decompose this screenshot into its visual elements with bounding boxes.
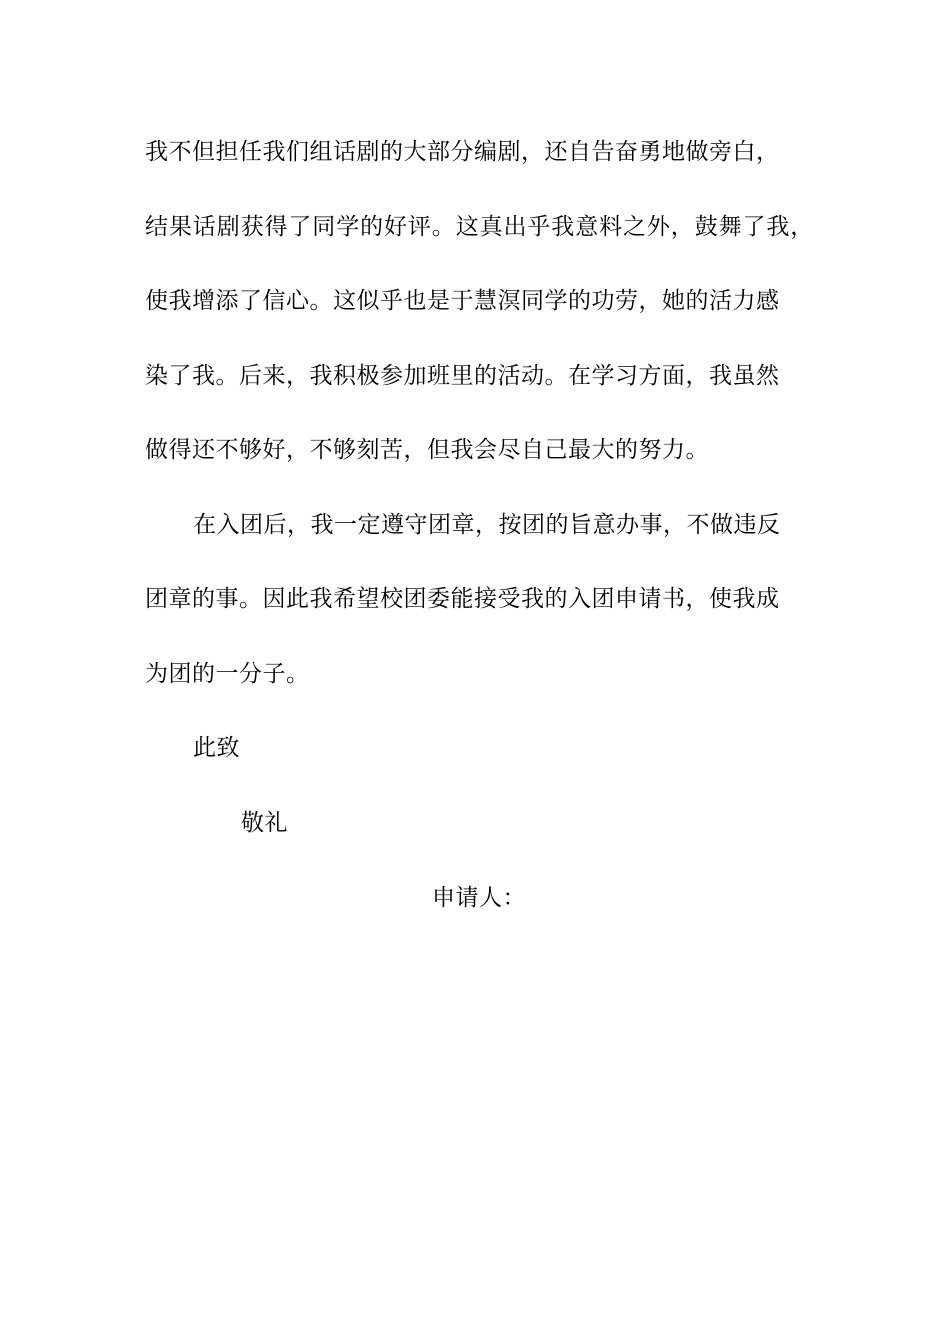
body-line-2: 结果话剧获得了同学的好评。这真出乎我意料之外，鼓舞了我， — [145, 214, 815, 240]
body-line-3: 使我增添了信心。这似乎也是于慧溟同学的功劳，她的活力感 — [145, 288, 780, 314]
signature-label: 申请人： — [432, 885, 526, 911]
body-line-1: 我不但担任我们组话剧的大部分编剧，还自告奋勇地做旁白， — [145, 139, 780, 165]
salutation: 敬礼 — [241, 810, 288, 836]
body-line-6: 在入团后，我一定遵守团章，按团的旨意办事，不做违反 — [193, 512, 781, 538]
closing-phrase: 此致 — [193, 735, 240, 761]
body-line-4: 染了我。后来，我积极参加班里的活动。在学习方面，我虽然 — [145, 363, 780, 389]
body-line-8: 为团的一分子。 — [145, 661, 310, 687]
body-line-5: 做得还不够好，不够刻苦，但我会尽自己最大的努力。 — [145, 437, 709, 463]
body-line-7: 团章的事。因此我希望校团委能接受我的入团申请书，使我成 — [145, 586, 780, 612]
